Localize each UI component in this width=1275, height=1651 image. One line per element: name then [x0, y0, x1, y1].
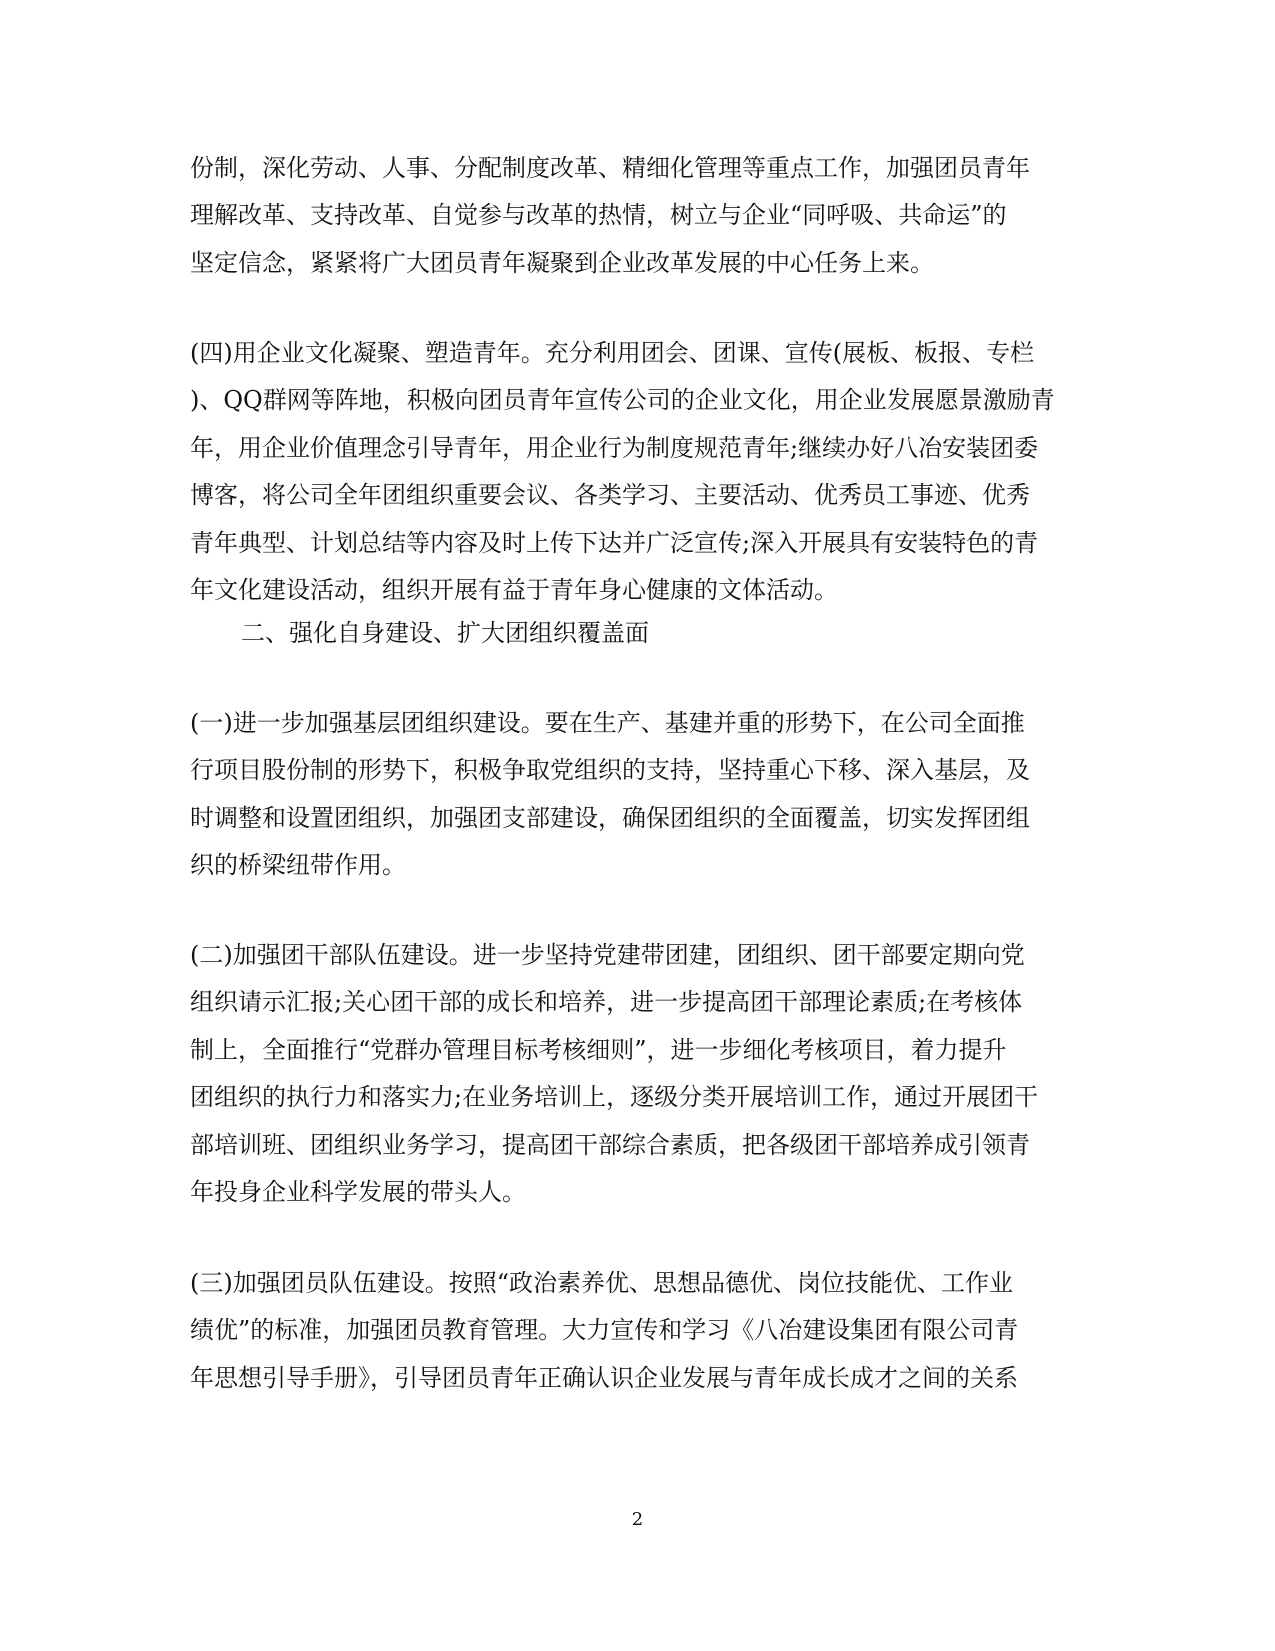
- text-line: 织的桥梁纽带作用。: [190, 851, 406, 879]
- text-line: 年投身企业科学发展的带头人。: [190, 1178, 526, 1206]
- text-line: (四)用企业文化凝聚、塑造青年。充分利用团会、团课、宣传(展板、板报、专栏: [190, 339, 1035, 367]
- text-line: 时调整和设置团组织，加强团支部建设，确保团组织的全面覆盖，切实发挥团组: [190, 804, 1030, 832]
- text-line: 理解改革、支持改革、自觉参与改革的热情，树立与企业“同呼吸、共命运”的: [190, 201, 1007, 229]
- text-line: 年，用企业价值理念引导青年，用企业行为制度规范青年;继续办好八冶安装团委: [190, 434, 1039, 462]
- text-line: (三)加强团员队伍建设。按照“政治素养优、思想品德优、岗位技能优、工作业: [190, 1269, 1013, 1297]
- text-line: 组织请示汇报;关心团干部的成长和培养，进一步提高团干部理论素质;在考核体: [190, 988, 1023, 1016]
- text-line: 年文化建设活动，组织开展有益于青年身心健康的文体活动。: [190, 576, 838, 604]
- text-line: 行项目股份制的形势下，积极争取党组织的支持，坚持重心下移、深入基层，及: [190, 756, 1030, 784]
- text-line: 年思想引导手册》，引导团员青年正确认识企业发展与青年成长成才之间的关系: [190, 1364, 1018, 1392]
- text-line: 制上，全面推行“党群办管理目标考核细则”，进一步细化考核项目，着力提升: [190, 1036, 1007, 1064]
- text-line: 青年典型、计划总结等内容及时上传下达并广泛宣传;深入开展具有安装特色的青: [190, 529, 1039, 557]
- text-line: 团组织的执行力和落实力;在业务培训上，逐级分类开展培训工作，通过开展团干: [190, 1083, 1039, 1111]
- text-line: 份制，深化劳动、人事、分配制度改革、精细化管理等重点工作，加强团员青年: [190, 154, 1030, 182]
- text-line: )、QQ群网等阵地，积极向团员青年宣传公司的企业文化，用企业发展愿景激励青: [190, 386, 1055, 414]
- text-line: (一)进一步加强基层团组织建设。要在生产、基建并重的形势下，在公司全面推: [190, 709, 1025, 737]
- text-line: (二)加强团干部队伍建设。进一步坚持党建带团建，团组织、团干部要定期向党: [190, 941, 1025, 969]
- text-line: 部培训班、团组织业务学习，提高团干部综合素质，把各级团干部培养成引领青: [190, 1131, 1030, 1159]
- page-number: 2: [631, 1509, 644, 1530]
- text-line: 坚定信念，紧紧将广大团员青年凝聚到企业改革发展的中心任务上来。: [190, 249, 934, 277]
- text-line: 博客，将公司全年团组织重要会议、各类学习、主要活动、优秀员工事迹、优秀: [190, 481, 1030, 509]
- text-line: 绩优”的标准，加强团员教育管理。大力宣传和学习《八冶建设集团有限公司青: [190, 1316, 1019, 1344]
- section-heading: 二、强化自身建设、扩大团组织覆盖面: [241, 619, 649, 647]
